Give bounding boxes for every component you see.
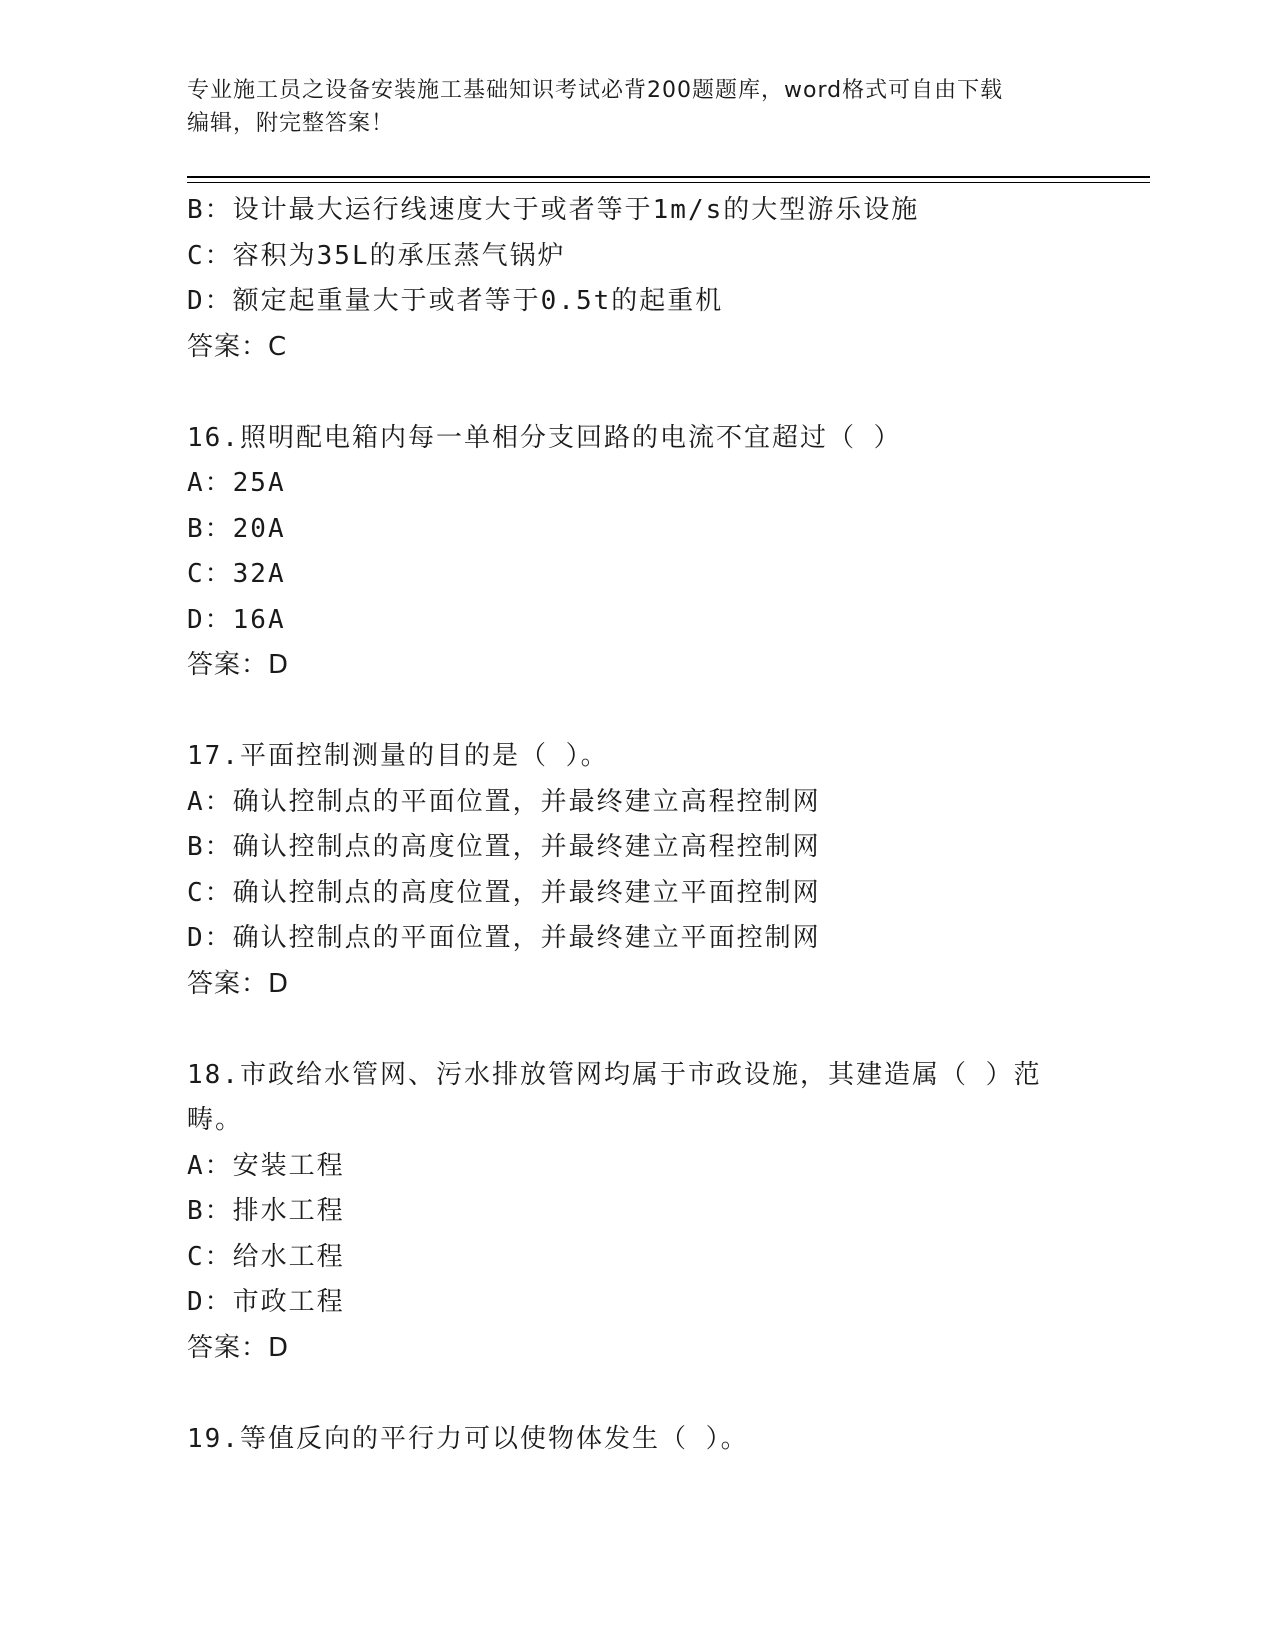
header-rule-thick: [187, 176, 1150, 178]
header-rule-thin: [187, 182, 1150, 183]
answer: 答案：D: [187, 968, 290, 999]
option-c: C：确认控制点的高度位置，并最终建立平面控制网: [187, 877, 821, 908]
option-d: D：市政工程: [187, 1287, 345, 1317]
spacer: [187, 370, 1087, 416]
question-text: 17.平面控制测量的目的是（ ）。: [187, 741, 609, 771]
question-text-line1: 18.市政给水管网、污水排放管网均属于市政设施，其建造属（ ）范: [187, 1059, 1042, 1090]
question-16: [187, 416, 1087, 689]
header-title-line1: 专业施工员之设备安装施工基础知识考试必背200题题库，word格式可自由下载: [187, 78, 1004, 103]
option-b: B：20A: [187, 513, 286, 544]
question-text-line2: 畴。: [187, 1105, 244, 1135]
option-b: B：确认控制点的高度位置，并最终建立高程控制网: [187, 832, 821, 862]
question-19: [187, 1417, 1087, 1463]
question-list: [187, 188, 1087, 1462]
option-c: C：32A: [187, 559, 286, 589]
question-text: 16.照明配电箱内每一单相分支回路的电流不宜超过（ ）: [187, 422, 902, 453]
document-header: [187, 74, 1067, 140]
option-a: A：25A: [187, 468, 286, 498]
option-a: A：安装工程: [187, 1150, 345, 1181]
question-17: [187, 734, 1087, 1007]
spacer: [187, 689, 1087, 735]
question-15: [187, 188, 1087, 370]
option-d: D：额定起重量大于或者等于0.5t的起重机: [187, 286, 724, 316]
answer: 答案：D: [187, 1332, 290, 1363]
spacer: [187, 1371, 1087, 1417]
option-c: C：给水工程: [187, 1241, 345, 1272]
option-a: A：确认控制点的平面位置，并最终建立高程控制网: [187, 786, 821, 817]
option-d: D：确认控制点的平面位置，并最终建立平面控制网: [187, 923, 821, 953]
option-c: C：容积为35L的承压蒸气锅炉: [187, 240, 566, 271]
option-b: B：排水工程: [187, 1196, 345, 1226]
question-text: 19.等值反向的平行力可以使物体发生（ ）。: [187, 1423, 749, 1454]
header-title-line2: 编辑，附完整答案！: [187, 111, 395, 136]
answer: 答案：C: [187, 331, 288, 362]
option-d: D：16A: [187, 604, 286, 635]
option-b: B：设计最大运行线速度大于或者等于1m/s的大型游乐设施: [187, 195, 920, 225]
question-18: [187, 1053, 1087, 1372]
answer: 答案：D: [187, 650, 290, 680]
spacer: [187, 1007, 1087, 1053]
